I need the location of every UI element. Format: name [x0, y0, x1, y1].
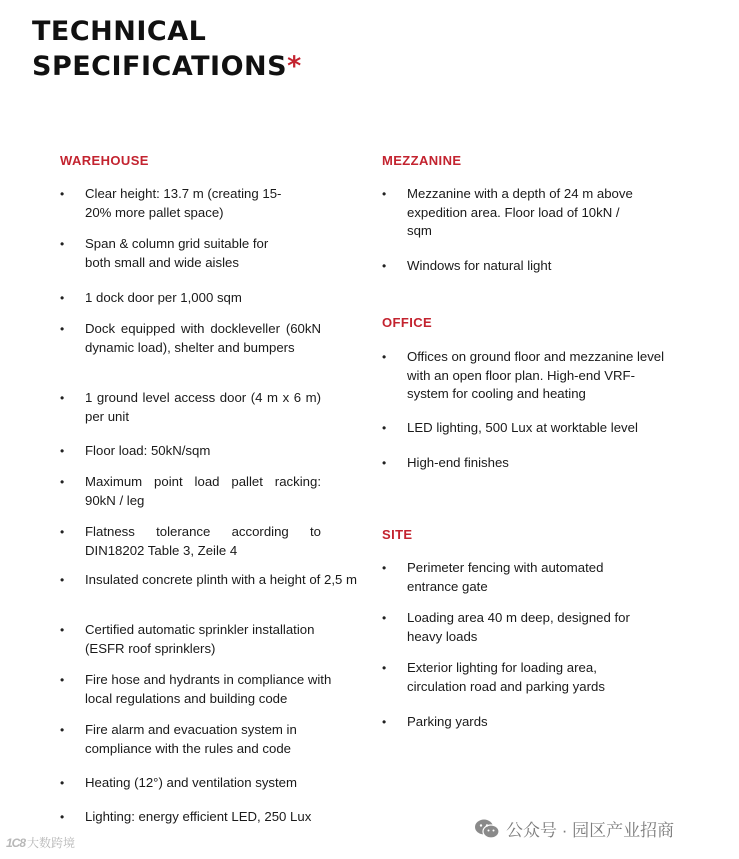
list-item: • Mezzanine with a depth of 24 m above expedition area. Floor load of 10kN / sqm	[407, 185, 639, 241]
list-item: • Offices on ground floor and mezzanine level with an open floor plan. High-end VRF-system for cooling and heating	[407, 348, 667, 404]
list-item: • Lighting: energy efficient LED, 250 Lux	[85, 808, 361, 827]
list-item: • Dock equipped with dockleveller (60kN dynamic load), shelter and bumpers	[85, 320, 321, 357]
list-item: • 1 dock door per 1,000 sqm	[85, 289, 325, 308]
title-line-1: TECHNICAL	[32, 16, 207, 47]
list-item: • LED lighting, 500 Lux at worktable level	[407, 419, 697, 438]
watermark	[474, 816, 674, 841]
list-item: • Clear height: 13.7 m (creating 15- 20% more pallet space)	[85, 185, 315, 222]
logo-mark-icon: 1C8	[6, 835, 26, 850]
list-item: • Fire alarm and evacuation system in compliance with the rules and code	[85, 721, 335, 758]
site-section	[382, 527, 682, 729]
footer-logo	[6, 834, 75, 851]
list-item: • 1 ground level access door (4 m x 6 m) per unit	[85, 389, 321, 426]
list-item: • Parking yards	[407, 713, 643, 732]
mezzanine-section	[382, 153, 682, 273]
list-item: • Span & column grid suitable for both small and wide aisles	[85, 235, 315, 272]
warehouse-section	[60, 153, 360, 824]
page-title	[32, 14, 302, 84]
office-heading: OFFICE	[382, 315, 433, 330]
list-item: • Certified automatic sprinkler installation (ESFR roof sprinklers)	[85, 621, 357, 658]
warehouse-heading: WAREHOUSE	[60, 153, 149, 168]
list-item: • Insulated concrete plinth with a height of 2,5 m	[85, 571, 357, 590]
watermark-text: 公众号 · 园区产业招商	[506, 821, 675, 840]
list-item: • High-end finishes	[407, 454, 667, 473]
list-item: • Maximum point load pallet racking: 90kN / leg	[85, 473, 321, 510]
site-heading: SITE	[382, 527, 413, 542]
list-item: • Heating (12°) and ventilation system	[85, 774, 361, 793]
title-asterisk: *	[287, 51, 302, 82]
list-item: • Flatness tolerance according to DIN18202 Table 3, Zeile 4	[85, 523, 321, 560]
wechat-icon	[474, 818, 500, 840]
list-item: • Perimeter fencing with automated entrance gate	[407, 559, 643, 596]
mezzanine-heading: MEZZANINE	[382, 153, 462, 168]
list-item: • Floor load: 50kN/sqm	[85, 442, 325, 461]
footer-logo-text: 大数跨境	[27, 836, 76, 850]
list-item: • Exterior lighting for loading area, circulation road and parking yards	[407, 659, 643, 696]
list-item: • Loading area 40 m deep, designed for heavy loads	[407, 609, 643, 646]
list-item: • Fire hose and hydrants in compliance with local regulations and building code	[85, 671, 361, 708]
office-section	[382, 315, 682, 470]
list-item: • Windows for natural light	[407, 257, 667, 276]
title-line-2: SPECIFICATIONS	[32, 51, 288, 82]
